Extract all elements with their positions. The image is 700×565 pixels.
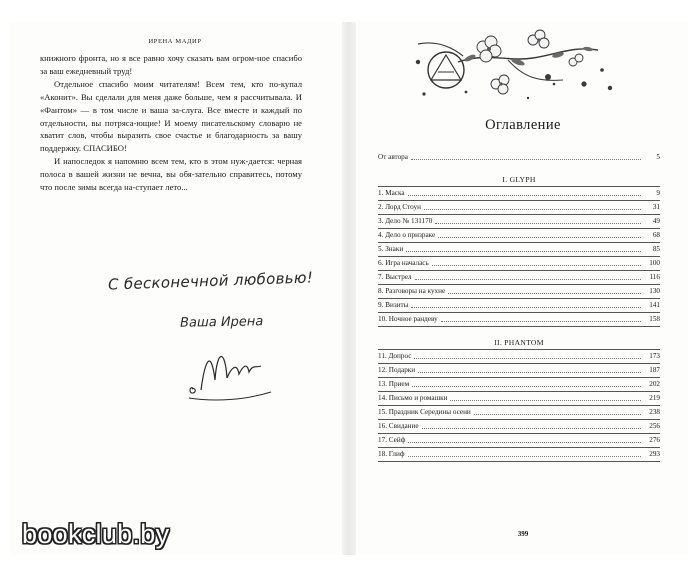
dot-leader bbox=[415, 279, 641, 280]
toc-entry[interactable] bbox=[378, 200, 660, 214]
toc-entry-title: 2. Лорд Стоун bbox=[378, 203, 421, 211]
dot-leader bbox=[435, 223, 641, 224]
toc-part-title: I. GLYPH bbox=[502, 175, 536, 184]
toc-entry[interactable] bbox=[378, 377, 660, 391]
dot-leader bbox=[422, 428, 641, 429]
toc-entry[interactable] bbox=[378, 186, 660, 200]
dot-leader bbox=[408, 456, 642, 457]
toc-entry-page: 141 bbox=[649, 301, 660, 309]
dot-leader bbox=[406, 251, 641, 252]
paragraph: Отдельное спасибо моим читателям! Всем тем, кто по-купал «Аконит». Вы сделали для меня даже больше, чем я рассчитывала. И «Фантом» — в том числе и ваша за-слуга. Все вместе и каждый по отдельности, вы потряса-ющие! И моему писательскому словарю не хватит слов, чтобы выразить свое счастье и благодарность за вашу поддержку. СПАСИБО! bbox=[40, 78, 302, 154]
toc-entry-title: 10. Ночное рандеву bbox=[378, 315, 438, 323]
toc-entry[interactable] bbox=[378, 284, 660, 298]
dot-leader bbox=[408, 195, 641, 196]
toc-entry-title: 14. Письмо и ромашки bbox=[378, 394, 448, 402]
dot-leader bbox=[411, 159, 641, 160]
dot-leader bbox=[438, 237, 641, 238]
toc-entry-foreword[interactable] bbox=[378, 151, 660, 164]
paragraph: И напоследок я напомню всем тем, кто в этом нуж-дается: черная полоса в вашей жизни не вечна, вы обя-зательно справитесь, потому что после зимы всегда на-ступает лето... bbox=[40, 156, 302, 193]
toc-entry[interactable] bbox=[378, 391, 660, 405]
toc-entry-title: 9. Визиты bbox=[378, 301, 409, 309]
toc-entry-title: 12. Подарки bbox=[378, 366, 416, 374]
toc-entry-page: 85 bbox=[652, 245, 660, 253]
right-page bbox=[358, 22, 688, 555]
toc-entry-page: 100 bbox=[649, 259, 660, 267]
toc-entry[interactable] bbox=[378, 312, 660, 327]
toc-entry[interactable] bbox=[378, 298, 660, 312]
handwritten-closing: Ваша Ирена bbox=[179, 314, 264, 331]
acknowledgements-text bbox=[40, 52, 302, 194]
dot-leader bbox=[432, 265, 641, 266]
floral-glyph-illustration bbox=[358, 22, 688, 117]
toc-entry[interactable] bbox=[378, 256, 660, 270]
toc-entry-title: 6. Игра началась bbox=[378, 259, 429, 267]
toc-entry-title: 16. Свидание bbox=[378, 422, 419, 430]
toc-entry-title: 11. Допрос bbox=[378, 352, 412, 360]
toc-gap bbox=[378, 327, 660, 337]
toc-entry-title: От автора bbox=[378, 153, 408, 161]
toc-entry-title: 4. Дело о призраке bbox=[378, 231, 436, 239]
toc-entry-title: 15. Праздник Середины осени bbox=[378, 408, 471, 416]
toc-entry-page: 293 bbox=[649, 450, 660, 458]
toc-entry[interactable] bbox=[378, 228, 660, 242]
toc-entry[interactable] bbox=[378, 433, 660, 447]
paragraph: книжного фронта, но я все равно хочу сказать вам огром-ное спасибо за ваш ежедневный труд! bbox=[40, 53, 302, 76]
book-gutter bbox=[342, 22, 356, 555]
watermark-logo: bookclub.by bbox=[22, 519, 170, 549]
dot-leader bbox=[448, 293, 641, 294]
dot-leader bbox=[412, 386, 641, 387]
toc-entry-page: 130 bbox=[649, 287, 660, 295]
toc-entry[interactable] bbox=[378, 363, 660, 377]
toc-entry-page: 238 bbox=[649, 408, 660, 416]
toc-part-title: II. PHANTOM bbox=[494, 338, 544, 347]
toc-entry[interactable] bbox=[378, 447, 660, 462]
toc-entry[interactable] bbox=[378, 405, 660, 419]
dot-leader bbox=[418, 372, 641, 373]
toc-entry[interactable] bbox=[378, 270, 660, 284]
handwritten-dedication: С бесконечной любовью! bbox=[107, 268, 314, 294]
signature-scribble bbox=[185, 340, 275, 406]
toc-entry-title: 8. Разговоры на кухне bbox=[378, 287, 446, 295]
dot-leader bbox=[450, 400, 641, 401]
toc-entry-title: 18. Глиф bbox=[378, 450, 405, 458]
toc-entry-title: 3. Дело № 131170 bbox=[378, 217, 433, 225]
toc-entry[interactable] bbox=[378, 419, 660, 433]
toc-entry[interactable] bbox=[378, 349, 660, 363]
toc-entry-title: 5. Знаки bbox=[378, 245, 404, 253]
toc-entry-page: 158 bbox=[649, 315, 660, 323]
toc-entry-page: 276 bbox=[649, 436, 660, 444]
table-of-contents bbox=[378, 151, 660, 462]
running-header: ИРЕНА МАДИР bbox=[148, 38, 202, 45]
toc-entry-page: 202 bbox=[649, 380, 660, 388]
toc-entry-page: 9 bbox=[656, 189, 660, 197]
page-number: 399 bbox=[517, 530, 529, 538]
toc-entry-page: 219 bbox=[649, 394, 660, 402]
dot-leader bbox=[414, 358, 641, 359]
toc-entry-title: 17. Сейф bbox=[378, 436, 406, 444]
toc-entry-title: 13. Прием bbox=[378, 380, 410, 388]
toc-entry-page: 173 bbox=[649, 352, 660, 360]
dot-leader bbox=[424, 209, 641, 210]
left-page bbox=[10, 22, 340, 555]
toc-entry-title: 1. Маска bbox=[378, 189, 405, 197]
toc-entry-page: 5 bbox=[656, 153, 660, 161]
toc-entry-page: 31 bbox=[652, 203, 660, 211]
toc-title: Оглавление bbox=[485, 117, 561, 133]
toc-entry[interactable] bbox=[378, 214, 660, 228]
dot-leader bbox=[474, 414, 641, 415]
dot-leader bbox=[441, 321, 641, 322]
toc-entry-page: 256 bbox=[649, 422, 660, 430]
toc-entry-page: 49 bbox=[652, 217, 660, 225]
toc-entry-page: 187 bbox=[649, 366, 660, 374]
toc-entry[interactable] bbox=[378, 242, 660, 256]
toc-entry-title: 7. Выстрел bbox=[378, 273, 412, 281]
toc-entry-page: 68 bbox=[652, 231, 660, 239]
dot-leader bbox=[408, 442, 641, 443]
toc-gap bbox=[378, 164, 660, 174]
toc-entry-page: 116 bbox=[649, 273, 660, 281]
dot-leader bbox=[411, 307, 641, 308]
